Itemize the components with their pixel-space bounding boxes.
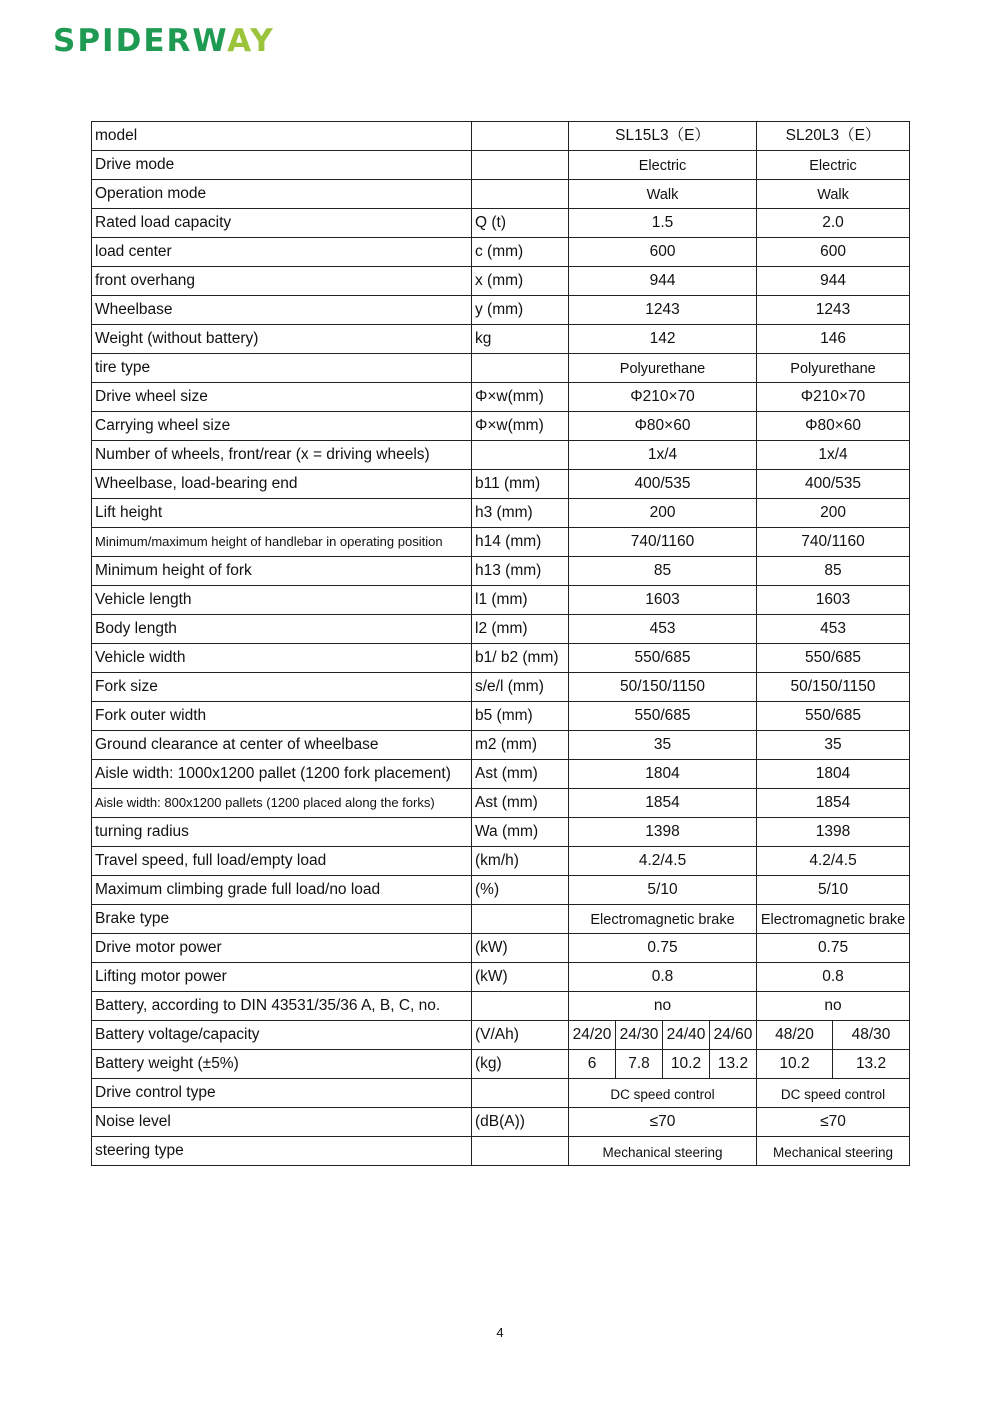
spec-value-model-a: 142 xyxy=(569,325,757,354)
spec-unit: y (mm) xyxy=(472,296,569,325)
spec-unit: Q (t) xyxy=(472,209,569,238)
spec-value-model-a: 453 xyxy=(569,615,757,644)
spec-unit xyxy=(472,354,569,383)
spec-value-model-b: 1398 xyxy=(757,818,910,847)
table-row xyxy=(92,209,910,238)
spec-unit: Φ×w(mm) xyxy=(472,412,569,441)
battery-option-model-a: 24/60 xyxy=(710,1021,757,1050)
spec-unit xyxy=(472,905,569,934)
table-row xyxy=(92,238,910,267)
spec-value-model-b: 0.75 xyxy=(757,934,910,963)
table-row xyxy=(92,847,910,876)
spec-unit: h13 (mm) xyxy=(472,557,569,586)
spec-name: Drive mode xyxy=(92,151,472,180)
spec-name: Aisle width: 1000x1200 pallet (1200 fork placement) xyxy=(92,760,472,789)
spec-value-model-b: 35 xyxy=(757,731,910,760)
spec-name: tire type xyxy=(92,354,472,383)
table-row xyxy=(92,818,910,847)
table-row xyxy=(92,905,910,934)
spec-value-model-a: 35 xyxy=(569,731,757,760)
table-row xyxy=(92,760,910,789)
spec-value-model-a: Φ210×70 xyxy=(569,383,757,412)
spec-unit: (kW) xyxy=(472,934,569,963)
spec-name: front overhang xyxy=(92,267,472,296)
spec-unit: Wa (mm) xyxy=(472,818,569,847)
spec-unit xyxy=(472,180,569,209)
spec-value-model-b: 453 xyxy=(757,615,910,644)
spec-value-model-b: Mechanical steering xyxy=(757,1137,910,1166)
spec-value-model-b: ≤70 xyxy=(757,1108,910,1137)
spec-value-model-b: 0.8 xyxy=(757,963,910,992)
spec-unit xyxy=(472,992,569,1021)
battery-option-model-b: 48/30 xyxy=(833,1021,910,1050)
table-row xyxy=(92,731,910,760)
spec-unit: c (mm) xyxy=(472,238,569,267)
spec-name: Wheelbase, load-bearing end xyxy=(92,470,472,499)
table-row xyxy=(92,876,910,905)
spec-name: Battery, according to DIN 43531/35/36 A, B, C, no. xyxy=(92,992,472,1021)
spec-value-model-b: 1854 xyxy=(757,789,910,818)
page-number: 4 xyxy=(496,1325,504,1340)
spec-table-body xyxy=(92,122,910,1166)
spec-value-model-b: 50/150/1150 xyxy=(757,673,910,702)
battery-option-model-a: 24/40 xyxy=(663,1021,710,1050)
spec-unit: b11 (mm) xyxy=(472,470,569,499)
spec-value-model-b: Walk xyxy=(757,180,910,209)
spec-unit xyxy=(472,1137,569,1166)
table-row xyxy=(92,296,910,325)
spec-unit: kg xyxy=(472,325,569,354)
spec-value-model-a: 1x/4 xyxy=(569,441,757,470)
spec-value-model-a: 1398 xyxy=(569,818,757,847)
battery-option-model-a: 6 xyxy=(569,1050,616,1079)
spec-unit: (km/h) xyxy=(472,847,569,876)
spec-name: Travel speed, full load/empty load xyxy=(92,847,472,876)
spec-name: Rated load capacity xyxy=(92,209,472,238)
spec-name: Noise level xyxy=(92,1108,472,1137)
spec-value-model-a: 5/10 xyxy=(569,876,757,905)
spec-name: Lifting motor power xyxy=(92,963,472,992)
spec-unit: Ast (mm) xyxy=(472,789,569,818)
table-row xyxy=(92,557,910,586)
spec-name: Minimum/maximum height of handlebar in operating position xyxy=(92,528,472,557)
table-row xyxy=(92,702,910,731)
table-row xyxy=(92,470,910,499)
table-row xyxy=(92,1137,910,1166)
spec-name: Number of wheels, front/rear (x = driving wheels) xyxy=(92,441,472,470)
table-row xyxy=(92,528,910,557)
spec-unit: (kg) xyxy=(472,1050,569,1079)
spec-table xyxy=(91,121,910,1166)
spec-value-model-a: 200 xyxy=(569,499,757,528)
spec-name: Vehicle length xyxy=(92,586,472,615)
spec-value-model-b: Φ80×60 xyxy=(757,412,910,441)
spec-name: steering type xyxy=(92,1137,472,1166)
table-row xyxy=(92,963,910,992)
spec-name: Lift height xyxy=(92,499,472,528)
table-row xyxy=(92,325,910,354)
spec-value-model-b: 146 xyxy=(757,325,910,354)
spec-value-model-a: Electromagnetic brake xyxy=(569,905,757,934)
spec-unit: h14 (mm) xyxy=(472,528,569,557)
battery-option-model-a: 10.2 xyxy=(663,1050,710,1079)
spec-value-model-a: Electric xyxy=(569,151,757,180)
spec-value-model-b: 1x/4 xyxy=(757,441,910,470)
spec-value-model-a: no xyxy=(569,992,757,1021)
header-unit xyxy=(472,122,569,151)
spec-unit xyxy=(472,1079,569,1108)
spec-value-model-a: 50/150/1150 xyxy=(569,673,757,702)
spec-unit: x (mm) xyxy=(472,267,569,296)
battery-option-model-b: 13.2 xyxy=(833,1050,910,1079)
spec-value-model-b: 600 xyxy=(757,238,910,267)
spec-value-model-a: 740/1160 xyxy=(569,528,757,557)
spec-value-model-a: 1.5 xyxy=(569,209,757,238)
spec-name: Aisle width: 800x1200 pallets (1200 placed along the forks) xyxy=(92,789,472,818)
spec-value-model-b: 5/10 xyxy=(757,876,910,905)
spec-value-model-b: 4.2/4.5 xyxy=(757,847,910,876)
spec-name: Battery voltage/capacity xyxy=(92,1021,472,1050)
model-b-name: SL20L3（E） xyxy=(757,122,910,151)
spec-name: Drive wheel size xyxy=(92,383,472,412)
spec-unit: (V/Ah) xyxy=(472,1021,569,1050)
spec-name: Carrying wheel size xyxy=(92,412,472,441)
spec-value-model-b: 400/535 xyxy=(757,470,910,499)
table-row xyxy=(92,383,910,412)
spec-value-model-b: Polyurethane xyxy=(757,354,910,383)
table-row-battery-voltage xyxy=(92,1021,910,1050)
table-row xyxy=(92,151,910,180)
spec-unit: m2 (mm) xyxy=(472,731,569,760)
spec-unit: (kW) xyxy=(472,963,569,992)
spec-value-model-a: 944 xyxy=(569,267,757,296)
spec-value-model-a: 600 xyxy=(569,238,757,267)
spec-value-model-a: Polyurethane xyxy=(569,354,757,383)
table-row xyxy=(92,267,910,296)
table-row xyxy=(92,934,910,963)
spec-name: Drive motor power xyxy=(92,934,472,963)
spec-value-model-a: 85 xyxy=(569,557,757,586)
spec-name: Brake type xyxy=(92,905,472,934)
spec-value-model-a: DC speed control xyxy=(569,1079,757,1108)
spec-value-model-a: 550/685 xyxy=(569,702,757,731)
spec-name: Body length xyxy=(92,615,472,644)
spec-value-model-b: Electromagnetic brake xyxy=(757,905,910,934)
spec-name: Drive control type xyxy=(92,1079,472,1108)
spec-value-model-b: 1603 xyxy=(757,586,910,615)
spec-value-model-b: 550/685 xyxy=(757,702,910,731)
table-row xyxy=(92,586,910,615)
spec-name: Weight (without battery) xyxy=(92,325,472,354)
spec-value-model-b: 1804 xyxy=(757,760,910,789)
spec-name: load center xyxy=(92,238,472,267)
spec-value-model-a: 1243 xyxy=(569,296,757,325)
spec-name: Operation mode xyxy=(92,180,472,209)
spec-name: Minimum height of fork xyxy=(92,557,472,586)
spec-name: Vehicle width xyxy=(92,644,472,673)
spec-value-model-b: 2.0 xyxy=(757,209,910,238)
table-row xyxy=(92,441,910,470)
table-row xyxy=(92,180,910,209)
spec-unit xyxy=(472,151,569,180)
spec-value-model-b: 944 xyxy=(757,267,910,296)
spec-name: turning radius xyxy=(92,818,472,847)
spec-value-model-a: 0.75 xyxy=(569,934,757,963)
table-row xyxy=(92,673,910,702)
table-row xyxy=(92,789,910,818)
spec-value-model-a: 400/535 xyxy=(569,470,757,499)
table-row xyxy=(92,1108,910,1137)
spec-unit: l2 (mm) xyxy=(472,615,569,644)
battery-option-model-a: 24/20 xyxy=(569,1021,616,1050)
spec-value-model-a: Mechanical steering xyxy=(569,1137,757,1166)
battery-option-model-a: 7.8 xyxy=(616,1050,663,1079)
spec-value-model-b: no xyxy=(757,992,910,1021)
spec-value-model-a: Walk xyxy=(569,180,757,209)
spec-unit: l1 (mm) xyxy=(472,586,569,615)
brand-logo xyxy=(53,22,275,60)
table-row xyxy=(92,499,910,528)
spec-value-model-a: 0.8 xyxy=(569,963,757,992)
battery-option-model-b: 48/20 xyxy=(757,1021,833,1050)
spec-value-model-b: Electric xyxy=(757,151,910,180)
header-label: model xyxy=(92,122,472,151)
table-row-header xyxy=(92,122,910,151)
spec-value-model-b: 200 xyxy=(757,499,910,528)
spec-unit: b1/ b2 (mm) xyxy=(472,644,569,673)
spec-value-model-b: 740/1160 xyxy=(757,528,910,557)
spec-name: Wheelbase xyxy=(92,296,472,325)
table-row xyxy=(92,615,910,644)
table-row xyxy=(92,412,910,441)
spec-unit: (%) xyxy=(472,876,569,905)
spec-value-model-b: Φ210×70 xyxy=(757,383,910,412)
spec-name: Fork outer width xyxy=(92,702,472,731)
spec-value-model-a: 1603 xyxy=(569,586,757,615)
spec-value-model-a: 4.2/4.5 xyxy=(569,847,757,876)
battery-option-model-a: 24/30 xyxy=(616,1021,663,1050)
spec-value-model-a: Φ80×60 xyxy=(569,412,757,441)
spec-value-model-b: 550/685 xyxy=(757,644,910,673)
battery-option-model-a: 13.2 xyxy=(710,1050,757,1079)
spec-name: Battery weight (±5%) xyxy=(92,1050,472,1079)
spec-value-model-a: 1854 xyxy=(569,789,757,818)
table-row xyxy=(92,1079,910,1108)
spec-value-model-a: 550/685 xyxy=(569,644,757,673)
table-row xyxy=(92,354,910,383)
spec-unit xyxy=(472,441,569,470)
table-row xyxy=(92,644,910,673)
spec-value-model-a: ≤70 xyxy=(569,1108,757,1137)
spec-name: Fork size xyxy=(92,673,472,702)
spec-unit: Φ×w(mm) xyxy=(472,383,569,412)
battery-option-model-b: 10.2 xyxy=(757,1050,833,1079)
model-a-name: SL15L3（E） xyxy=(569,122,757,151)
spec-value-model-b: DC speed control xyxy=(757,1079,910,1108)
brand-logo-part1: SPIDERW xyxy=(53,23,228,59)
table-row-battery-weight xyxy=(92,1050,910,1079)
spec-unit: h3 (mm) xyxy=(472,499,569,528)
spec-unit: b5 (mm) xyxy=(472,702,569,731)
table-row xyxy=(92,992,910,1021)
spec-unit: Ast (mm) xyxy=(472,760,569,789)
spec-value-model-b: 1243 xyxy=(757,296,910,325)
spec-name: Ground clearance at center of wheelbase xyxy=(92,731,472,760)
spec-value-model-b: 85 xyxy=(757,557,910,586)
spec-unit: s/e/l (mm) xyxy=(472,673,569,702)
spec-name: Maximum climbing grade full load/no load xyxy=(92,876,472,905)
brand-logo-part2: AY xyxy=(227,23,275,59)
spec-value-model-a: 1804 xyxy=(569,760,757,789)
spec-unit: (dB(A)) xyxy=(472,1108,569,1137)
